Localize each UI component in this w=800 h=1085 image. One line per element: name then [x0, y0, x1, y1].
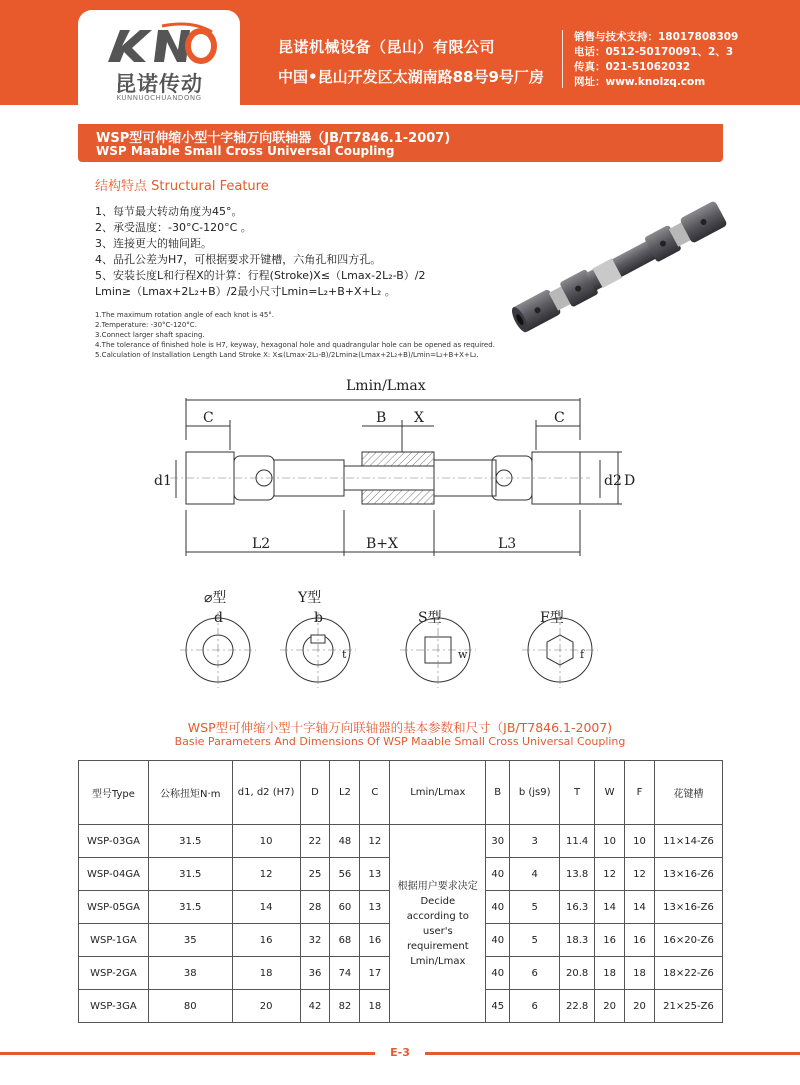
cell-b-js9: 6	[510, 990, 560, 1023]
structural-feature-heading: 结构特点 Structural Feature	[95, 179, 269, 194]
contact-sales: 销售与技术支持：18017808309	[574, 31, 739, 43]
cell-b-js9: 4	[510, 858, 560, 891]
page-number: E-3	[375, 1046, 425, 1064]
cell-bore: 14	[232, 891, 300, 924]
cell-d: 32	[300, 924, 330, 957]
label-type-y: Y型	[298, 590, 322, 606]
cell-torque: 80	[148, 990, 232, 1023]
company-address: 中国•昆山开发区太湖南路88号9号厂房	[278, 68, 544, 86]
feature-item-en: 1.The maximum rotation angle of each knot is 45°.	[95, 311, 275, 319]
header-t: T	[560, 761, 595, 825]
cell-f: 12	[625, 858, 655, 891]
title-banner	[78, 124, 723, 162]
cell-l2: 68	[330, 924, 360, 957]
cell-d: 28	[300, 891, 330, 924]
merged-note-en: user's	[422, 925, 453, 937]
product-title-en: WSP Maable Small Cross Universal Coupling	[96, 144, 395, 158]
label-small-b: b	[314, 610, 323, 626]
feature-item-en: 4.The tolerance of finished hole is H7, keyway, hexagonal hole and quadrangular hole can be opened as required.	[95, 341, 495, 349]
cell-b-js9: 6	[510, 957, 560, 990]
cell-f: 18	[625, 957, 655, 990]
header-spline: 花键槽	[655, 761, 723, 825]
label-type-f: F型	[540, 610, 564, 626]
parameters-table	[78, 760, 723, 1023]
cell-w: 20	[595, 990, 625, 1023]
header-bore: d1, d2 (H7)	[232, 761, 300, 825]
kno-logo-icon	[102, 22, 217, 68]
label-b-plus-x: B+X	[366, 536, 398, 552]
cell-d: 42	[300, 990, 330, 1023]
table-header-row	[79, 761, 723, 825]
cell-f: 16	[625, 924, 655, 957]
label-w: w	[458, 648, 468, 661]
cell-type: WSP-03GA	[79, 825, 149, 858]
merged-note-cn: 根据用户要求决定	[397, 880, 478, 892]
label-b: B	[376, 410, 387, 426]
label-x: X	[414, 410, 424, 426]
cell-bore: 18	[232, 957, 300, 990]
cell-w: 18	[595, 957, 625, 990]
label-big-d: D	[624, 473, 636, 489]
cell-torque: 31.5	[148, 825, 232, 858]
cell-torque: 38	[148, 957, 232, 990]
cell-d: 25	[300, 858, 330, 891]
features-list-cn	[95, 204, 425, 300]
cell-c: 12	[360, 825, 390, 858]
header-divider	[562, 30, 563, 88]
label-f: f	[580, 648, 585, 661]
cell-t: 20.8	[560, 957, 595, 990]
header-c: C	[360, 761, 390, 825]
logo-chinese-name: 昆诺传动	[115, 72, 203, 96]
cell-b: 40	[486, 858, 510, 891]
feature-item: 1、每节最大转动角度为45°。	[95, 205, 243, 218]
cell-l2: 82	[330, 990, 360, 1023]
cell-c: 18	[360, 990, 390, 1023]
feature-item: 5、安装长度L和行程X的计算：行程(Stroke)X≤（Lmax-2L₂-B）/2	[95, 269, 426, 282]
company-name: 昆诺机械设备（昆山）有限公司	[278, 38, 496, 56]
cell-b-js9: 5	[510, 891, 560, 924]
cell-type: WSP-1GA	[79, 924, 149, 957]
cell-spline: 16×20-Z6	[655, 924, 723, 957]
feature-item: Lmin≥（Lmax+2L₂+B）/2最小尺寸Lmin=L₂+B+X+L₂ 。	[95, 285, 396, 298]
contact-fax: 传真：021-51062032	[574, 61, 691, 73]
cell-b-js9: 5	[510, 924, 560, 957]
cell-b: 40	[486, 891, 510, 924]
header-b: B	[486, 761, 510, 825]
cell-c: 13	[360, 858, 390, 891]
product-title-cn: WSP型可伸缩小型十字轴万向联轴器（JB/T7846.1-2007)	[96, 131, 451, 146]
cell-bore: 16	[232, 924, 300, 957]
cell-c: 13	[360, 891, 390, 924]
cell-l2: 60	[330, 891, 360, 924]
cell-f: 10	[625, 825, 655, 858]
header-w: W	[595, 761, 625, 825]
header-torque: 公称扭矩N·m	[148, 761, 232, 825]
cell-lmin-lmax-merged	[390, 825, 486, 1023]
cell-f: 14	[625, 891, 655, 924]
cell-t: 13.8	[560, 858, 595, 891]
label-l3: L3	[498, 536, 517, 552]
header-lmin-lmax: Lmin/Lmax	[390, 761, 486, 825]
cell-spline: 11×14-Z6	[655, 825, 723, 858]
contact-info	[574, 30, 738, 90]
coupling-product-image	[495, 188, 740, 348]
cell-d: 22	[300, 825, 330, 858]
table-title-cn: WSP型可伸缩小型十字轴万向联轴器的基本参数和尺寸（JB/T7846.1-2007)	[187, 720, 613, 735]
header-d: D	[300, 761, 330, 825]
cell-w: 14	[595, 891, 625, 924]
cell-w: 12	[595, 858, 625, 891]
header-type: 型号Type	[79, 761, 149, 825]
cell-bore: 12	[232, 858, 300, 891]
cell-l2: 56	[330, 858, 360, 891]
cell-b: 40	[486, 924, 510, 957]
label-type-s: S型	[418, 610, 442, 626]
cell-l2: 48	[330, 825, 360, 858]
feature-item: 2、承受温度：-30°C-120°C 。	[95, 221, 252, 234]
header-l2: L2	[330, 761, 360, 825]
features-list-en	[95, 310, 495, 360]
merged-note-en: requirement	[406, 940, 469, 952]
cell-b-js9: 3	[510, 825, 560, 858]
header-f: F	[625, 761, 655, 825]
cell-spline: 18×22-Z6	[655, 957, 723, 990]
feature-item: 3、连接更大的轴间距。	[95, 237, 212, 250]
cell-t: 18.3	[560, 924, 595, 957]
label-l2: L2	[252, 536, 271, 552]
cell-b: 40	[486, 957, 510, 990]
label-lmin-lmax: Lmin/Lmax	[346, 378, 426, 394]
feature-item-en: 3.Connect larger shaft spacing.	[95, 331, 205, 339]
cell-t: 16.3	[560, 891, 595, 924]
logo	[78, 10, 240, 105]
cell-torque: 35	[148, 924, 232, 957]
cell-t: 11.4	[560, 825, 595, 858]
label-c-left: C	[203, 410, 214, 426]
cell-c: 16	[360, 924, 390, 957]
logo-english-name: KUNNUOCHUANDONG	[116, 94, 202, 102]
cell-spline: 13×16-Z6	[655, 891, 723, 924]
label-type-o: ⌀型	[204, 590, 227, 606]
cell-type: WSP-05GA	[79, 891, 149, 924]
cell-f: 20	[625, 990, 655, 1023]
cell-bore: 20	[232, 990, 300, 1023]
cell-torque: 31.5	[148, 858, 232, 891]
cell-t: 22.8	[560, 990, 595, 1023]
table-row	[79, 825, 723, 858]
cell-spline: 21×25-Z6	[655, 990, 723, 1023]
merged-note-en: Lmin/Lmax	[410, 955, 466, 967]
contact-phone: 电话：0512-50170091、2、3	[574, 46, 734, 58]
label-t: t	[342, 648, 347, 661]
technical-drawing	[140, 370, 660, 700]
cell-spline: 13×16-Z6	[655, 858, 723, 891]
cell-d: 36	[300, 957, 330, 990]
label-d1: d1	[154, 473, 172, 489]
merged-note-en: according to	[406, 910, 469, 922]
cell-bore: 10	[232, 825, 300, 858]
label-c-right: C	[554, 410, 565, 426]
cell-b: 30	[486, 825, 510, 858]
feature-item: 4、品孔公差为H7，可根据要求开键槽，六角孔和四方孔。	[95, 253, 382, 266]
table-title-en: Basie Parameters And Dimensions Of WSP Maable Small Cross Universal Coupling	[174, 735, 626, 748]
cell-type: WSP-04GA	[79, 858, 149, 891]
merged-note-en: Decide	[420, 895, 456, 907]
cell-w: 10	[595, 825, 625, 858]
cell-w: 16	[595, 924, 625, 957]
feature-item-en: 2.Temperature: -30°C-120°C.	[95, 321, 197, 329]
page-header	[0, 0, 800, 105]
cell-c: 17	[360, 957, 390, 990]
label-d: d	[214, 610, 223, 626]
cell-torque: 31.5	[148, 891, 232, 924]
cell-l2: 74	[330, 957, 360, 990]
cell-type: WSP-2GA	[79, 957, 149, 990]
header-b-js9: b (js9)	[510, 761, 560, 825]
label-d2: d2	[604, 473, 622, 489]
contact-website[interactable]: 网址：www.knolzq.com	[574, 76, 706, 88]
feature-item-en: 5.Calculation of Installation Length Land Stroke X: X≤(Lmax-2L₂-B)/2Lmin≥(Lmax+2L₂+B)/Lmin=L₂+B+X+L₂.	[95, 351, 479, 359]
cell-type: WSP-3GA	[79, 990, 149, 1023]
cell-b: 45	[486, 990, 510, 1023]
